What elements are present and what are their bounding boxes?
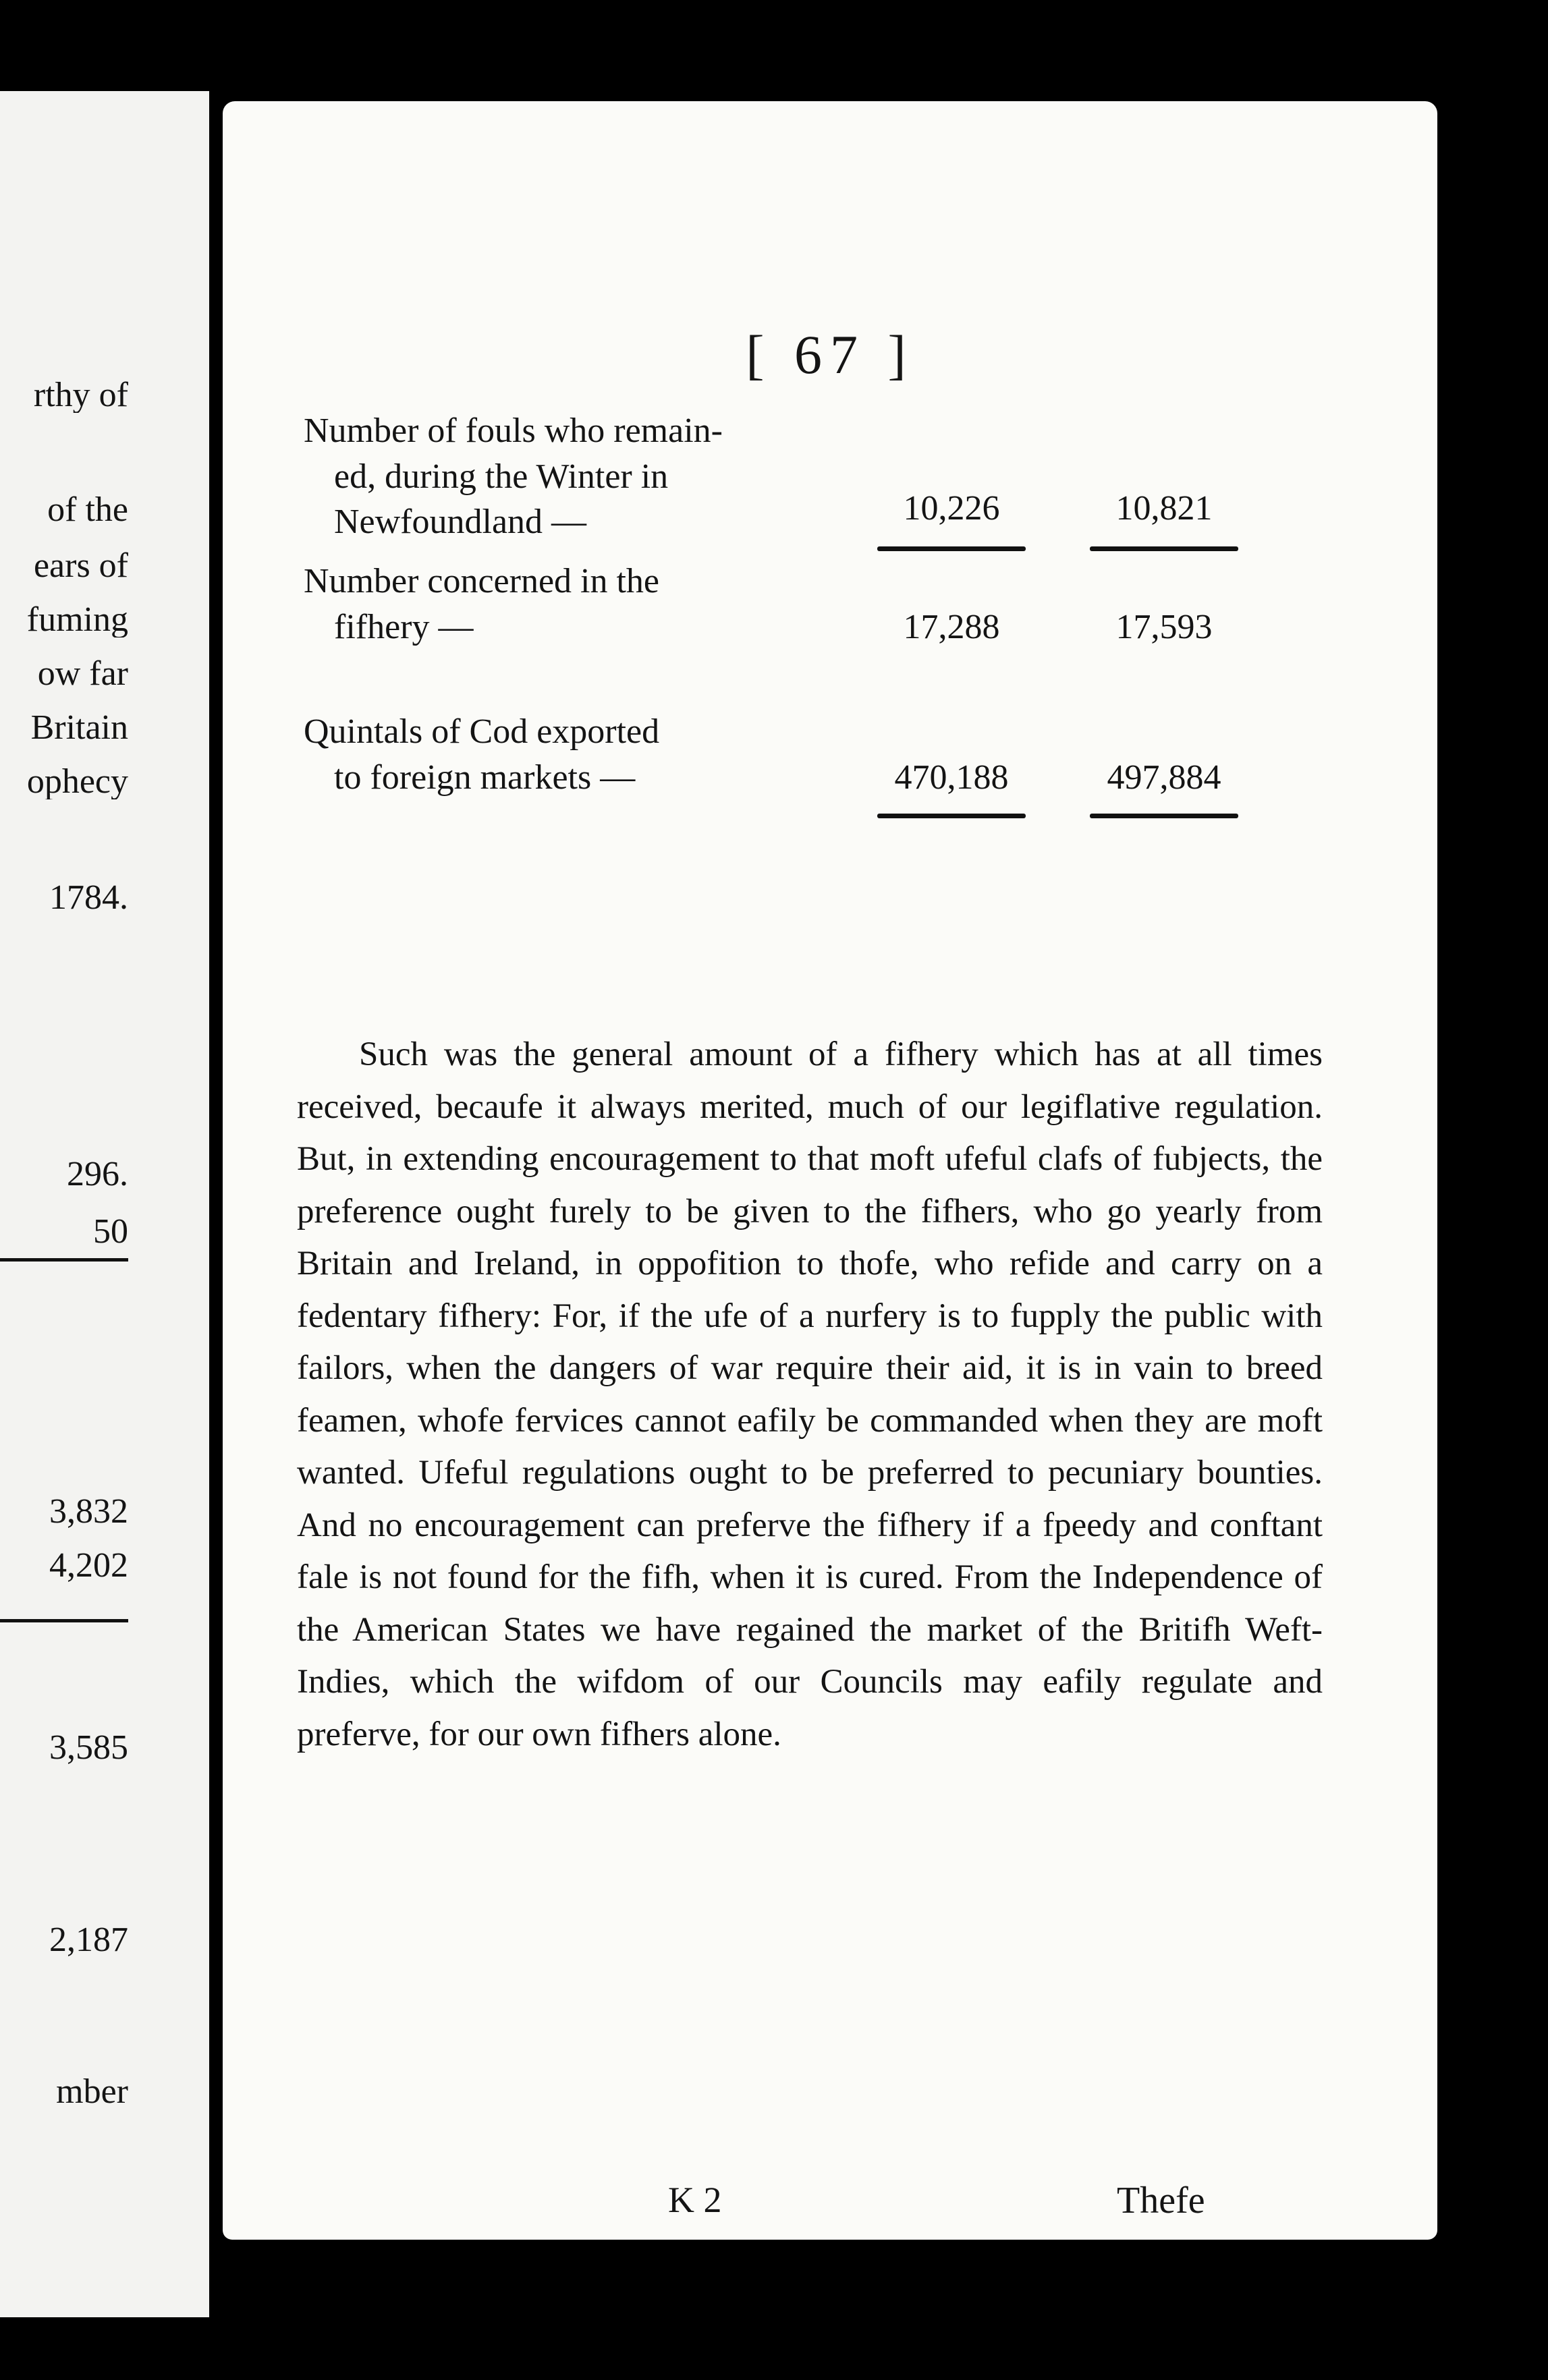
left-page-line: 3,585 [49, 1730, 128, 1765]
value-cell: 497,884 [1107, 758, 1221, 797]
left-page-line: 2,187 [49, 1923, 128, 1958]
left-page-line: fuming [26, 602, 128, 638]
row-label-line: Number of fouls who remain- [304, 412, 723, 450]
row-label [304, 709, 837, 800]
table-rule [1090, 814, 1238, 818]
signature-mark: K 2 [668, 2180, 722, 2220]
left-page-line: ears of [33, 548, 128, 584]
page-number: [ 67 ] [746, 324, 914, 385]
left-page-line: 1784. [49, 880, 128, 915]
value-cell: 17,288 [903, 608, 1000, 646]
left-page-line: Britain [30, 710, 128, 745]
left-page-line: of the [47, 492, 128, 528]
catchword: Thefe [1117, 2180, 1205, 2221]
statistics-table [304, 408, 1269, 859]
row-label-line: ed, during the Winter in [334, 457, 669, 496]
left-page-fragment [0, 91, 209, 2317]
table-rule [1090, 546, 1238, 551]
book-page [223, 101, 1437, 2240]
left-page-line: 3,832 [49, 1494, 128, 1529]
row-label [304, 559, 837, 650]
value-cell: 17,593 [1115, 608, 1213, 646]
row-label-line: to foreign markets — [334, 758, 636, 797]
left-page-line: 4,202 [49, 1548, 128, 1583]
left-page-line: mber [56, 2074, 128, 2109]
left-page-line: ow far [37, 656, 128, 691]
left-page-line: 296. [67, 1157, 128, 1192]
row-label-line: Newfoundland — [334, 503, 587, 542]
value-cell: 470,188 [894, 758, 1009, 797]
table-rule [877, 814, 1026, 818]
row-label-line: Number concerned in the [304, 562, 660, 600]
left-page-line: 50 [93, 1214, 128, 1249]
left-page-line: ophecy [26, 764, 128, 799]
table-row [304, 408, 1269, 542]
left-page-rule [0, 1258, 128, 1262]
table-rule [877, 546, 1026, 551]
row-label [304, 408, 837, 545]
value-cell: 10,226 [903, 489, 1000, 528]
table-row [304, 559, 1269, 670]
row-label-line: fifhery — [334, 607, 474, 646]
row-label-line: Quintals of Cod exported [304, 712, 660, 751]
left-page-line: rthy of [33, 378, 128, 413]
body-paragraph: Such was the general amount of a fifhery which has at all times received, becaufe it always merited, much of our legiflative regulation. But, in extending encouragement to that moft ufeful clafs of fubjects, the preference ought furely to be given to the fifhers, who go yearly from Britain and Ireland, in oppofition to thofe, who refide and carry on a fedentary fifhery: For, if the ufe of a nurfery is to fupply the public with failors, when the dangers of war require their aid, it is in vain to breed feamen, whofe fervices cannot eafily be commanded when they are moft wanted. Ufeful regulations ought to be preferred to pecuniary bounties. And no encouragement can preferve the fifhery if a fpeedy and conftant fale is not found for the fifh, when it is cured. From the Independence of the American States we have regained the market of the Britifh Weft-Indies, which the wifdom of our Councils may eafily regulate and preferve, for our own fifhers alone. [297, 1036, 1323, 1753]
value-cell: 10,821 [1115, 489, 1213, 528]
left-page-rule [0, 1619, 128, 1622]
table-row [304, 709, 1269, 820]
